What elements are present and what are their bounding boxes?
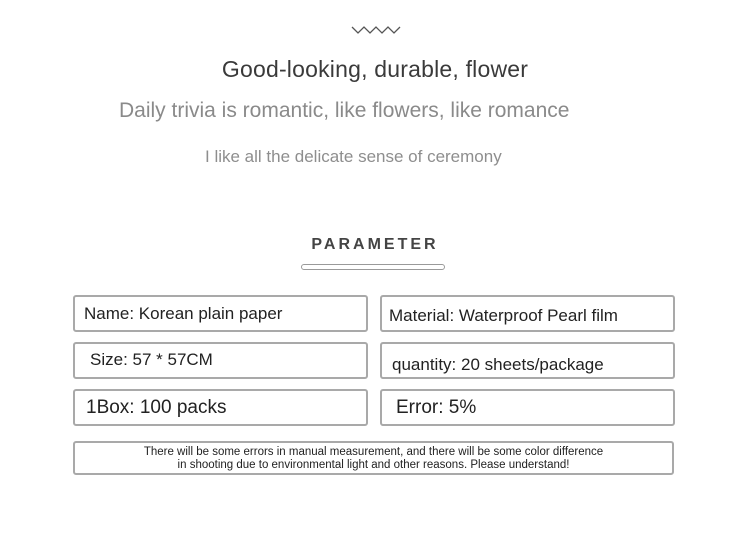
tagline: I like all the delicate sense of ceremony	[205, 147, 502, 166]
param-box-box	[73, 389, 368, 426]
parameter-underline	[301, 264, 445, 270]
parameter-title: PARAMETER	[311, 236, 439, 253]
param-box-material	[380, 295, 675, 332]
disclaimer-line-2: in shooting due to environmental light and other reasons. Please understand!	[177, 459, 570, 471]
param-material-text: Material: Waterproof Pearl film	[389, 306, 618, 325]
param-name-text: Name: Korean plain paper	[84, 304, 283, 323]
param-size-text: Size: 57 * 57CM	[90, 350, 213, 369]
param-box-error	[380, 389, 675, 426]
headline: Good-looking, durable, flower	[221, 56, 529, 82]
param-box-size	[73, 342, 368, 379]
zigzag-wave-icon	[351, 24, 401, 36]
param-quantity-text: quantity: 20 sheets/package	[392, 355, 604, 374]
disclaimer-note	[73, 441, 674, 475]
param-box-quantity	[380, 342, 675, 379]
param-box-text: 1Box: 100 packs	[86, 397, 227, 418]
subline: Daily trivia is romantic, like flowers, like romance	[119, 99, 570, 122]
param-error-text: Error: 5%	[396, 397, 477, 418]
param-box-name	[73, 295, 368, 332]
disclaimer-line-1: There will be some errors in manual measurement, and there will be some color difference	[143, 446, 604, 458]
